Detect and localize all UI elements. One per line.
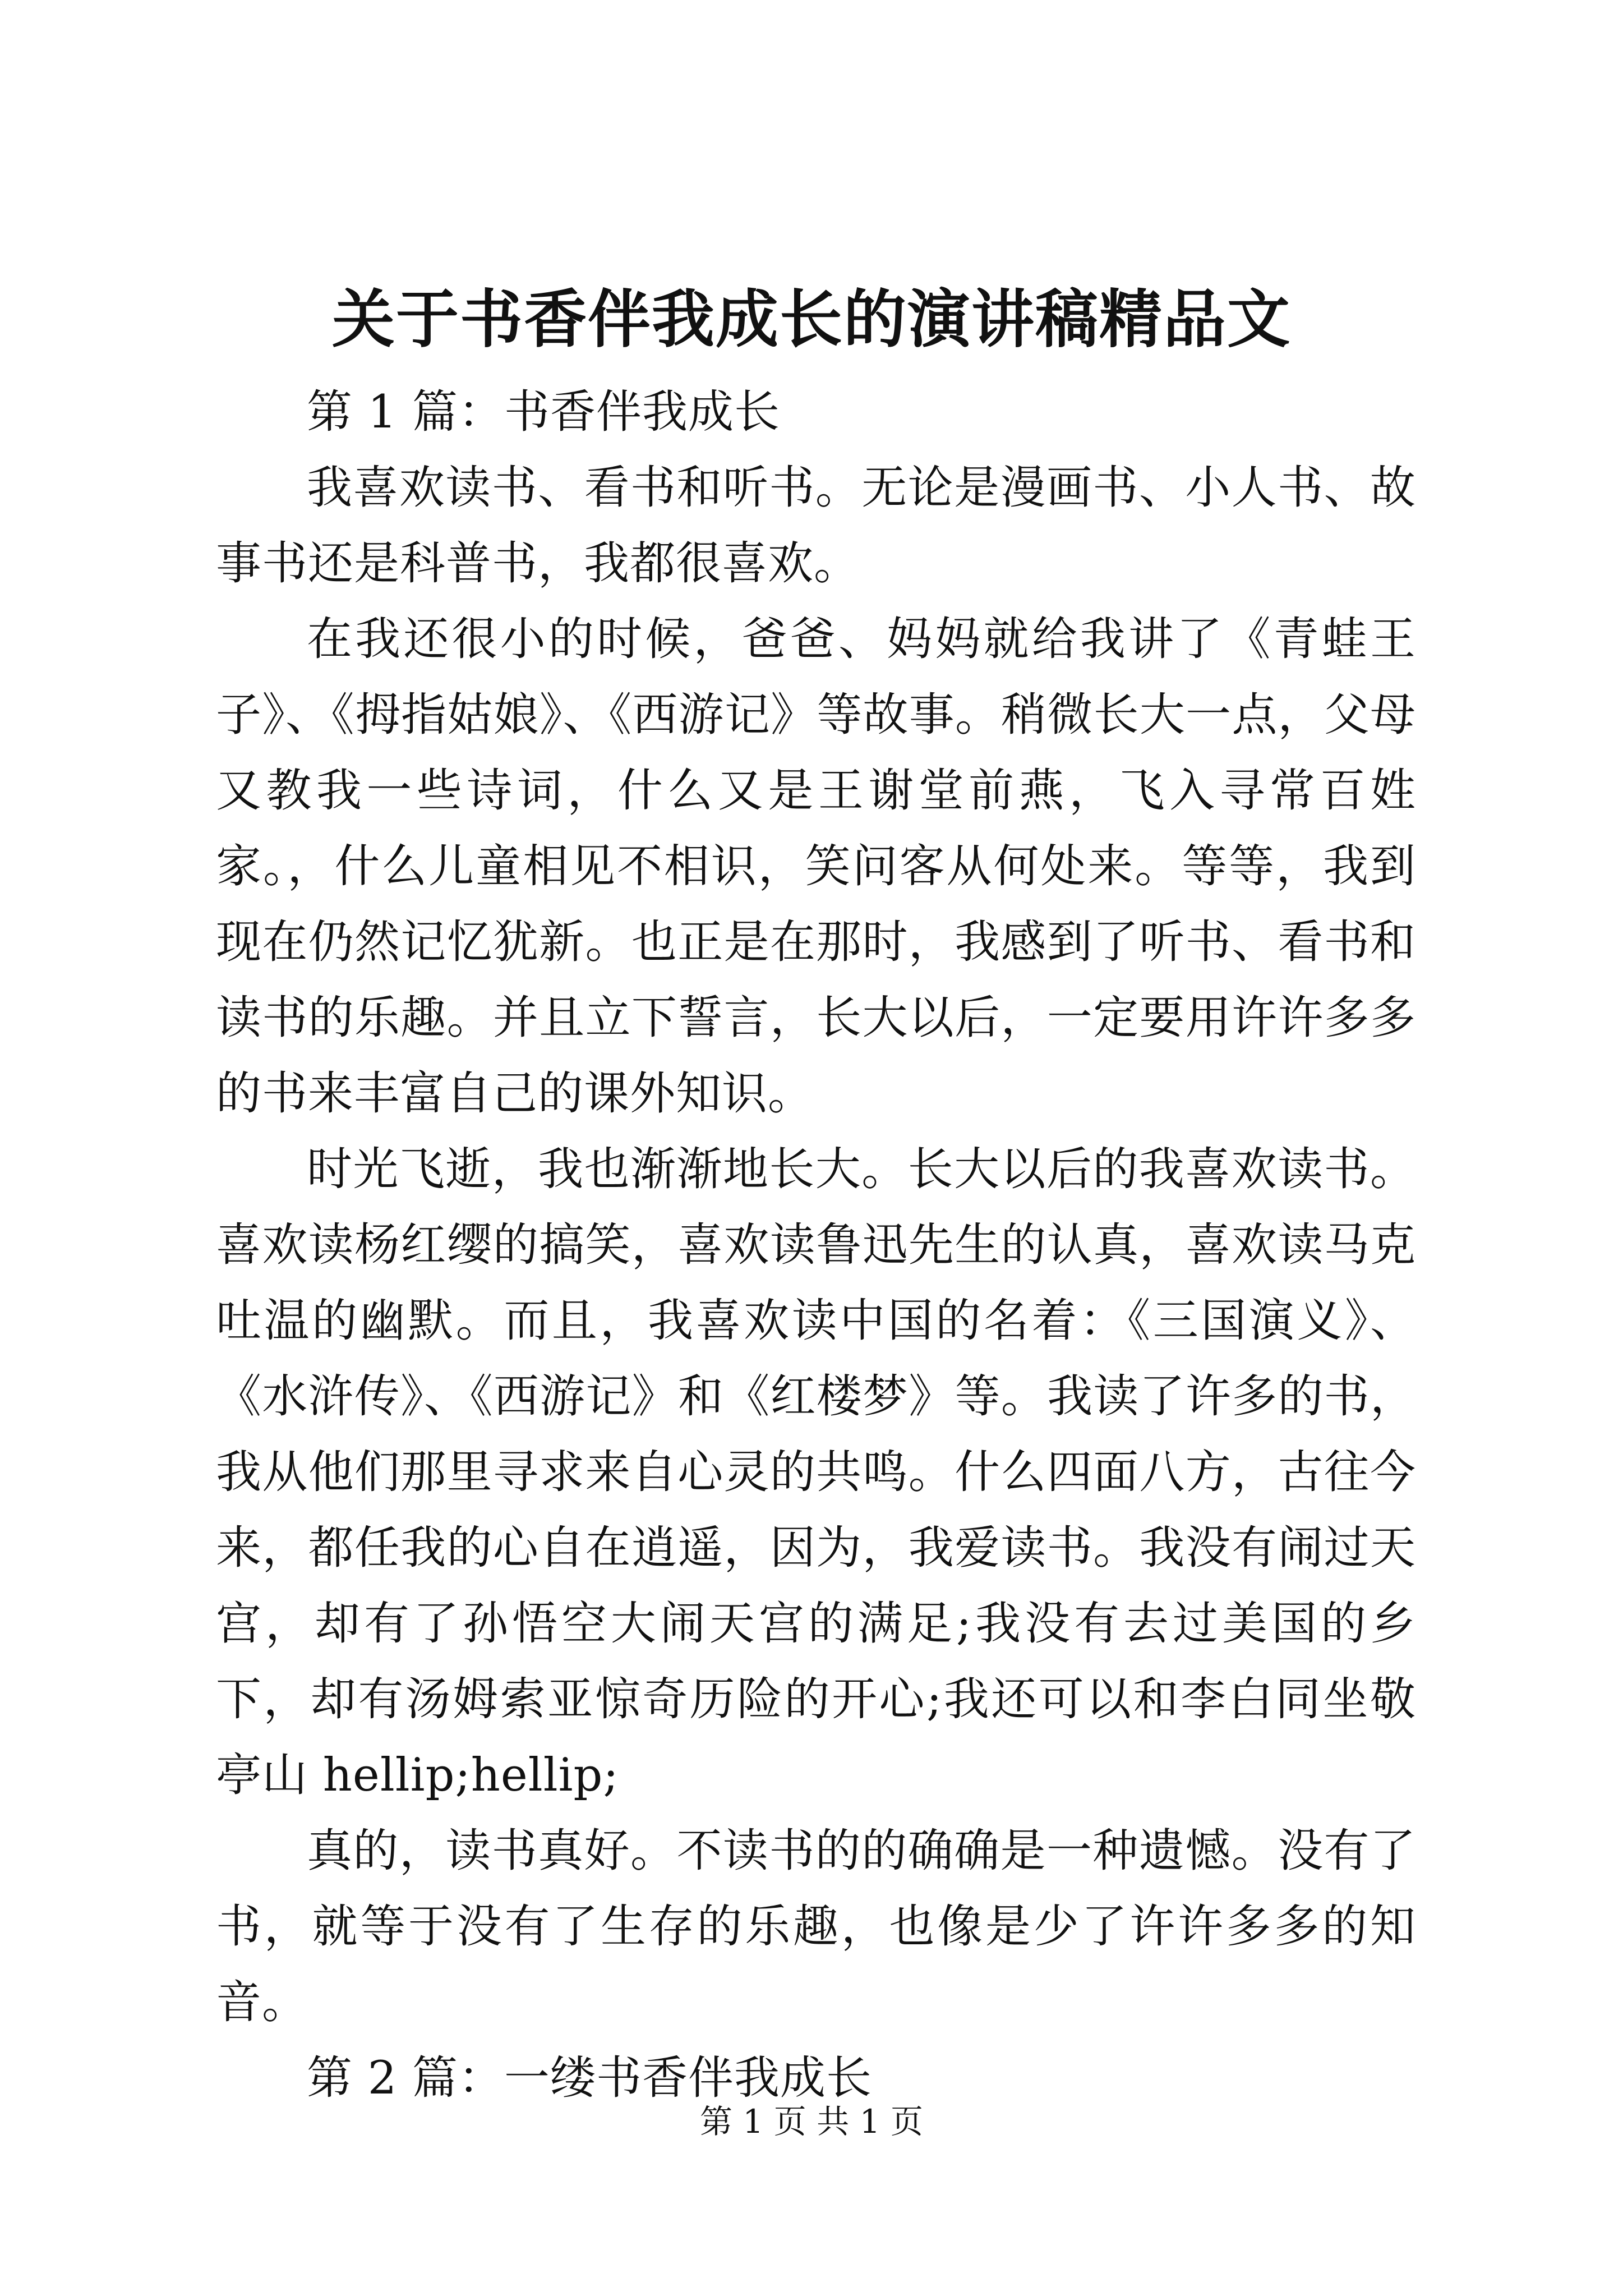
document-body	[216, 375, 1416, 2116]
page-footer: 第 1 页 共 1 页	[700, 2102, 923, 2141]
paragraph: 在我还很小的时候，爸爸、妈妈就给我讲了《青蛙王子》、《拇指姑娘》、《西游记》等故事。稍微长大一点，父母又教我一些诗词，什么又是王谢堂前燕，飞入寻常百姓家。，什么儿童相见不相识，笑问客从何处来。等等，我到现在仍然记忆犹新。也正是在那时，我感到了听书、看书和读书的乐趣。并且立下誓言，长大以后，一定要用许许多多的书来丰富自己的课外知识。	[216, 613, 1416, 1120]
section-1-heading: 第 1 篇：书香伴我成长	[307, 386, 781, 439]
paragraph: 时光飞逝，我也渐渐地长大。长大以后的我喜欢读书。喜欢读杨红缨的搞笑，喜欢读鲁迅先生的认真，喜欢读马克吐温的幽默。而且，我喜欢读中国的名着：《三国演义》、《水浒传》、《西游记》和《红楼梦》等。我读了许多的书，我从他们那里寻求来自心灵的共鸣。什么四面八方，古往今来，都任我的心自在逍遥，因为，我爱读书。我没有闹过天宫，却有了孙悟空大闹天宫的满足;我没有去过美国的乡下，却有汤姆索亚惊奇历险的开心;我还可以和李白同坐敬亭山 hellip;hellip;	[216, 1143, 1416, 1802]
paragraph: 真的，读书真好。不读书的的确确是一种遗憾。没有了书，就等于没有了生存的乐趣，也像是少了许许多多的知音。	[216, 1825, 1416, 2029]
paragraph: 我喜欢读书、看书和听书。无论是漫画书、小人书、故事书还是科普书，我都很喜欢。	[216, 462, 1416, 590]
section-2-heading: 第 2 篇：一缕书香伴我成长	[307, 2052, 873, 2105]
document-title: 关于书香伴我成长的演讲稿精品文	[332, 283, 1291, 356]
